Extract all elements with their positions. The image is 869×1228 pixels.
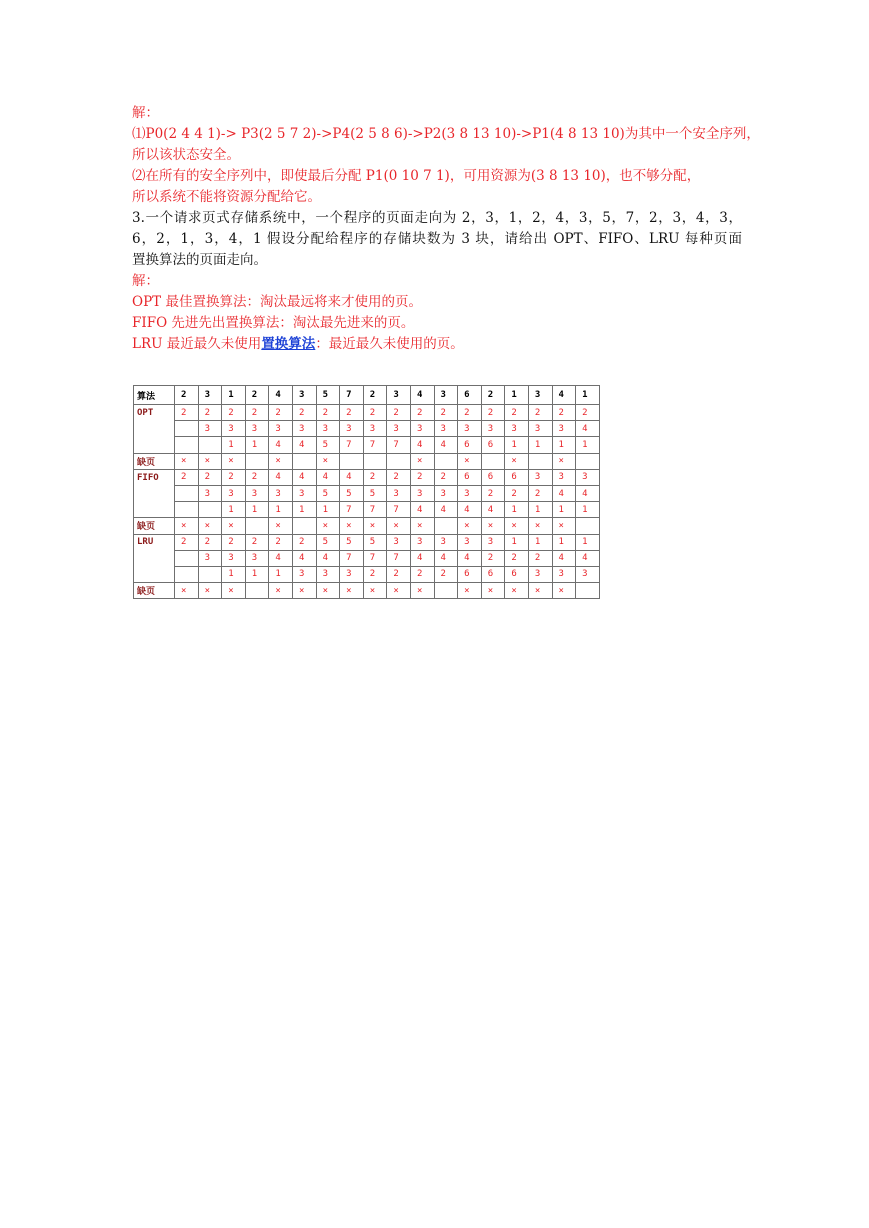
frame-cell: 3 <box>434 534 458 550</box>
frame-cell: 2 <box>340 405 364 421</box>
fault-cell <box>245 518 269 534</box>
sequence-cell: 4 <box>269 386 293 405</box>
frame-cell: 2 <box>410 405 434 421</box>
fault-cell: × <box>175 453 199 469</box>
table-row <box>134 566 600 582</box>
frame-cell: 3 <box>222 485 246 501</box>
frame-cell: 6 <box>458 437 482 453</box>
frame-cell: 4 <box>292 469 316 485</box>
algorithm-name: OPT <box>134 405 175 421</box>
frame-cell: 3 <box>198 485 222 501</box>
frame-cell: 6 <box>481 566 505 582</box>
frame-cell: 4 <box>316 469 340 485</box>
frame-cell <box>175 437 199 453</box>
frame-cell: 2 <box>198 534 222 550</box>
fault-cell <box>434 583 458 599</box>
algorithm-name-cont <box>134 421 175 437</box>
lru-prefix: LRU 最近最久未使用 <box>132 336 262 352</box>
fault-cell: × <box>458 583 482 599</box>
frame-cell: 3 <box>363 421 387 437</box>
fault-cell <box>481 453 505 469</box>
frame-cell: 2 <box>175 469 199 485</box>
frame-cell: 3 <box>528 421 552 437</box>
fault-cell <box>363 453 387 469</box>
frame-cell: 1 <box>245 566 269 582</box>
frame-cell: 2 <box>175 405 199 421</box>
frame-cell: 4 <box>458 502 482 518</box>
text-line: ⑵在所有的安全序列中，即使最后分配 P1(0 10 7 1)，可用资源为(3 8 13 10)，也不够分配， <box>132 168 701 184</box>
frame-cell: 2 <box>481 485 505 501</box>
sequence-cell: 6 <box>458 386 482 405</box>
fault-cell: × <box>387 583 411 599</box>
sequence-cell: 3 <box>292 386 316 405</box>
table-row <box>134 469 600 485</box>
table-row <box>134 502 600 518</box>
fault-cell <box>340 453 364 469</box>
frame-cell: 7 <box>363 502 387 518</box>
frame-cell <box>175 485 199 501</box>
frame-cell: 2 <box>292 405 316 421</box>
frame-cell: 4 <box>292 437 316 453</box>
fault-cell: × <box>552 583 576 599</box>
frame-cell: 3 <box>410 485 434 501</box>
fault-cell <box>245 583 269 599</box>
text-line: FIFO 先进先出置换算法：淘汰最先进来的页。 <box>132 315 415 331</box>
frame-cell <box>175 566 199 582</box>
frame-cell: 3 <box>576 566 600 582</box>
fault-cell: × <box>481 583 505 599</box>
fault-cell: × <box>198 583 222 599</box>
frame-cell: 7 <box>363 550 387 566</box>
fault-cell: × <box>410 583 434 599</box>
frame-cell: 2 <box>481 550 505 566</box>
frame-cell: 3 <box>387 534 411 550</box>
fault-cell <box>528 453 552 469</box>
frame-cell: 2 <box>434 469 458 485</box>
fault-row <box>134 583 600 599</box>
frame-cell: 4 <box>292 550 316 566</box>
sequence-cell: 4 <box>410 386 434 405</box>
algorithm-name: FIFO <box>134 469 175 485</box>
frame-cell: 3 <box>198 550 222 566</box>
fault-cell: × <box>505 453 529 469</box>
frame-cell: 1 <box>528 437 552 453</box>
fault-cell: × <box>528 518 552 534</box>
frame-cell: 3 <box>481 534 505 550</box>
fault-cell: × <box>175 583 199 599</box>
frame-cell: 2 <box>458 405 482 421</box>
page-replacement-table-image <box>133 385 600 599</box>
frame-cell: 2 <box>528 550 552 566</box>
frame-cell: 1 <box>245 502 269 518</box>
frame-cell: 1 <box>222 566 246 582</box>
sequence-cell: 7 <box>340 386 364 405</box>
frame-cell: 1 <box>505 502 529 518</box>
frame-cell: 3 <box>434 421 458 437</box>
frame-cell: 6 <box>505 469 529 485</box>
frame-cell: 2 <box>576 405 600 421</box>
frame-cell: 3 <box>245 485 269 501</box>
fault-cell <box>292 453 316 469</box>
text-line: ⑴P0(2 4 4 1)-> P3(2 5 7 2)->P4(2 5 8 6)->P2(3 8 13 10)->P1(4 8 13 10)为其中一个安全序列， <box>132 126 760 142</box>
frame-cell: 1 <box>552 502 576 518</box>
sequence-cell: 3 <box>528 386 552 405</box>
frame-cell: 2 <box>505 550 529 566</box>
text-line: 解： <box>132 105 159 121</box>
frame-cell: 2 <box>528 405 552 421</box>
frame-cell: 2 <box>505 485 529 501</box>
frame-cell: 2 <box>316 405 340 421</box>
frame-cell: 3 <box>552 421 576 437</box>
fault-cell: × <box>387 518 411 534</box>
frame-cell: 7 <box>387 437 411 453</box>
frame-cell: 6 <box>481 437 505 453</box>
frame-cell: 4 <box>410 502 434 518</box>
fault-cell: × <box>458 518 482 534</box>
fault-cell <box>387 453 411 469</box>
text-line: OPT 最佳置换算法：淘汰最远将来才使用的页。 <box>132 294 422 310</box>
frame-cell: 4 <box>481 502 505 518</box>
frame-cell <box>198 437 222 453</box>
frame-cell: 3 <box>269 485 293 501</box>
table-row <box>134 405 600 421</box>
frame-cell: 1 <box>552 534 576 550</box>
frame-cell: 4 <box>434 550 458 566</box>
fault-row <box>134 518 600 534</box>
frame-cell: 3 <box>458 485 482 501</box>
table-row <box>134 437 600 453</box>
frame-cell: 6 <box>505 566 529 582</box>
fault-cell: × <box>340 518 364 534</box>
frame-cell: 3 <box>434 485 458 501</box>
fault-cell: × <box>316 518 340 534</box>
frame-cell: 4 <box>316 550 340 566</box>
frame-cell: 1 <box>316 502 340 518</box>
frame-cell: 2 <box>387 405 411 421</box>
frame-cell: 4 <box>269 469 293 485</box>
frame-cell <box>198 566 222 582</box>
frame-cell: 2 <box>505 405 529 421</box>
frame-cell: 4 <box>410 437 434 453</box>
fault-cell: × <box>458 453 482 469</box>
frame-cell <box>175 550 199 566</box>
fault-cell: × <box>552 453 576 469</box>
fault-cell: × <box>292 583 316 599</box>
frame-cell: 5 <box>363 485 387 501</box>
fault-cell <box>576 518 600 534</box>
replacement-algorithm-link[interactable]: 置换算法 <box>261 336 316 352</box>
text-line: 6，2，1，3，4，1 假设分配给程序的存储块数为 3 块，请给出 OPT、FIFO、LRU 每种页面 <box>132 231 742 247</box>
fault-cell: × <box>316 453 340 469</box>
frame-cell: 5 <box>316 534 340 550</box>
sequence-cell: 2 <box>481 386 505 405</box>
frame-cell: 2 <box>528 485 552 501</box>
frame-cell: 2 <box>481 405 505 421</box>
fault-cell: × <box>269 583 293 599</box>
frame-cell: 6 <box>481 469 505 485</box>
fault-label: 缺页 <box>134 453 175 469</box>
frame-cell: 3 <box>292 421 316 437</box>
frame-cell: 3 <box>576 469 600 485</box>
table-row <box>134 421 600 437</box>
fault-cell: × <box>505 583 529 599</box>
frame-cell: 2 <box>198 469 222 485</box>
fault-cell: × <box>222 518 246 534</box>
frame-cell: 3 <box>552 566 576 582</box>
frame-cell: 3 <box>316 566 340 582</box>
page-replacement-table <box>133 385 600 599</box>
fault-cell <box>434 453 458 469</box>
frame-cell: 3 <box>410 534 434 550</box>
frame-cell: 1 <box>552 437 576 453</box>
frame-cell: 3 <box>269 421 293 437</box>
fault-cell: × <box>552 518 576 534</box>
frame-cell: 2 <box>552 405 576 421</box>
frame-cell: 6 <box>458 566 482 582</box>
frame-cell: 4 <box>269 550 293 566</box>
fault-cell: × <box>269 453 293 469</box>
fault-label: 缺页 <box>134 518 175 534</box>
fault-cell: × <box>222 453 246 469</box>
frame-cell: 1 <box>269 566 293 582</box>
frame-cell <box>175 502 199 518</box>
fault-cell: × <box>505 518 529 534</box>
frame-cell: 2 <box>292 534 316 550</box>
fault-cell <box>292 518 316 534</box>
frame-cell <box>175 421 199 437</box>
frame-cell: 2 <box>363 469 387 485</box>
frame-cell: 1 <box>576 534 600 550</box>
frame-cell: 2 <box>434 405 458 421</box>
fault-cell <box>434 518 458 534</box>
fault-label: 缺页 <box>134 583 175 599</box>
frame-cell: 3 <box>222 421 246 437</box>
frame-cell <box>198 502 222 518</box>
frame-cell: 3 <box>552 469 576 485</box>
frame-cell: 3 <box>481 421 505 437</box>
frame-cell: 2 <box>245 405 269 421</box>
frame-cell: 3 <box>340 566 364 582</box>
fault-cell: × <box>340 583 364 599</box>
frame-cell: 2 <box>222 469 246 485</box>
frame-cell: 1 <box>576 437 600 453</box>
table-row <box>134 485 600 501</box>
frame-cell: 2 <box>363 566 387 582</box>
algorithm-name-cont <box>134 550 175 566</box>
frame-cell: 3 <box>340 421 364 437</box>
frame-cell: 3 <box>528 566 552 582</box>
fault-cell: × <box>198 518 222 534</box>
text-line: 所以系统不能将资源分配给它。 <box>132 189 321 205</box>
frame-cell: 2 <box>363 405 387 421</box>
sequence-cell: 2 <box>245 386 269 405</box>
sequence-cell: 1 <box>576 386 600 405</box>
frame-cell: 7 <box>340 437 364 453</box>
frame-cell: 7 <box>387 502 411 518</box>
fault-row <box>134 453 600 469</box>
sequence-cell: 3 <box>434 386 458 405</box>
frame-cell: 7 <box>340 502 364 518</box>
frame-cell: 3 <box>292 566 316 582</box>
table-row <box>134 534 600 550</box>
frame-cell: 4 <box>458 550 482 566</box>
frame-cell: 3 <box>505 421 529 437</box>
frame-cell: 5 <box>363 534 387 550</box>
sequence-cell: 2 <box>175 386 199 405</box>
text-line: 3.一个请求页式存储系统中，一个程序的页面走向为 2，3，1，2，4，3，5，7，2，3，4，3， <box>132 210 742 226</box>
frame-cell: 2 <box>387 566 411 582</box>
frame-cell: 7 <box>363 437 387 453</box>
document-lines <box>132 103 760 334</box>
frame-cell: 4 <box>576 550 600 566</box>
frame-cell: 4 <box>576 421 600 437</box>
text-line: 置换算法的页面走向。 <box>132 252 267 268</box>
frame-cell: 3 <box>245 421 269 437</box>
frame-cell: 3 <box>387 421 411 437</box>
frame-cell: 3 <box>458 421 482 437</box>
frame-cell: 4 <box>269 437 293 453</box>
fault-cell: × <box>316 583 340 599</box>
frame-cell: 1 <box>222 502 246 518</box>
frame-cell: 1 <box>292 502 316 518</box>
fault-cell <box>576 583 600 599</box>
document-body <box>132 103 760 355</box>
sequence-cell: 4 <box>552 386 576 405</box>
frame-cell: 1 <box>505 534 529 550</box>
frame-cell: 5 <box>316 485 340 501</box>
fault-cell: × <box>175 518 199 534</box>
frame-cell: 2 <box>387 469 411 485</box>
frame-cell: 2 <box>175 534 199 550</box>
frame-cell: 4 <box>434 502 458 518</box>
frame-cell: 4 <box>410 550 434 566</box>
table-row <box>134 550 600 566</box>
frame-cell: 1 <box>576 502 600 518</box>
fault-cell: × <box>410 453 434 469</box>
frame-cell: 2 <box>410 469 434 485</box>
fault-cell: × <box>481 518 505 534</box>
algorithm-name-cont <box>134 502 175 518</box>
frame-cell: 4 <box>576 485 600 501</box>
sequence-cell: 1 <box>222 386 246 405</box>
frame-cell: 1 <box>528 502 552 518</box>
frame-cell: 2 <box>198 405 222 421</box>
frame-cell: 4 <box>552 550 576 566</box>
sequence-cell: 3 <box>387 386 411 405</box>
frame-cell: 1 <box>269 502 293 518</box>
frame-cell: 2 <box>245 469 269 485</box>
sequence-cell: 2 <box>363 386 387 405</box>
fault-cell <box>576 453 600 469</box>
algorithm-name-cont <box>134 566 175 582</box>
frame-cell: 5 <box>340 534 364 550</box>
lru-suffix: ：最近最久未使用的页。 <box>315 336 464 352</box>
frame-cell: 6 <box>458 469 482 485</box>
frame-cell: 3 <box>198 421 222 437</box>
header-label: 算法 <box>134 386 175 405</box>
frame-cell: 1 <box>505 437 529 453</box>
fault-cell: × <box>198 453 222 469</box>
frame-cell: 5 <box>316 437 340 453</box>
sequence-cell: 5 <box>316 386 340 405</box>
algorithm-name: LRU <box>134 534 175 550</box>
frame-cell: 7 <box>387 550 411 566</box>
frame-cell: 7 <box>340 550 364 566</box>
frame-cell: 3 <box>458 534 482 550</box>
frame-cell: 2 <box>410 566 434 582</box>
frame-cell: 4 <box>340 469 364 485</box>
text-line: 所以该状态安全。 <box>132 147 240 163</box>
frame-cell: 4 <box>552 485 576 501</box>
fault-cell: × <box>363 583 387 599</box>
fault-cell: × <box>363 518 387 534</box>
fault-cell: × <box>528 583 552 599</box>
lru-line <box>132 334 742 355</box>
sequence-cell: 3 <box>198 386 222 405</box>
frame-cell: 3 <box>387 485 411 501</box>
frame-cell: 3 <box>316 421 340 437</box>
fault-cell: × <box>410 518 434 534</box>
frame-cell: 1 <box>528 534 552 550</box>
text-line: 解： <box>132 273 159 289</box>
frame-cell: 1 <box>245 437 269 453</box>
frame-cell: 1 <box>222 437 246 453</box>
frame-cell: 3 <box>410 421 434 437</box>
algorithm-name-cont <box>134 485 175 501</box>
frame-cell: 2 <box>222 405 246 421</box>
frame-cell: 2 <box>434 566 458 582</box>
frame-cell: 2 <box>269 405 293 421</box>
frame-cell: 3 <box>528 469 552 485</box>
frame-cell: 3 <box>292 485 316 501</box>
algorithm-name-cont <box>134 437 175 453</box>
frame-cell: 2 <box>245 534 269 550</box>
frame-cell: 4 <box>434 437 458 453</box>
frame-cell: 3 <box>245 550 269 566</box>
sequence-cell: 1 <box>505 386 529 405</box>
table-header-row <box>134 386 600 405</box>
frame-cell: 2 <box>269 534 293 550</box>
fault-cell: × <box>269 518 293 534</box>
frame-cell: 5 <box>340 485 364 501</box>
frame-cell: 3 <box>222 550 246 566</box>
fault-cell <box>245 453 269 469</box>
fault-cell: × <box>222 583 246 599</box>
frame-cell: 2 <box>222 534 246 550</box>
